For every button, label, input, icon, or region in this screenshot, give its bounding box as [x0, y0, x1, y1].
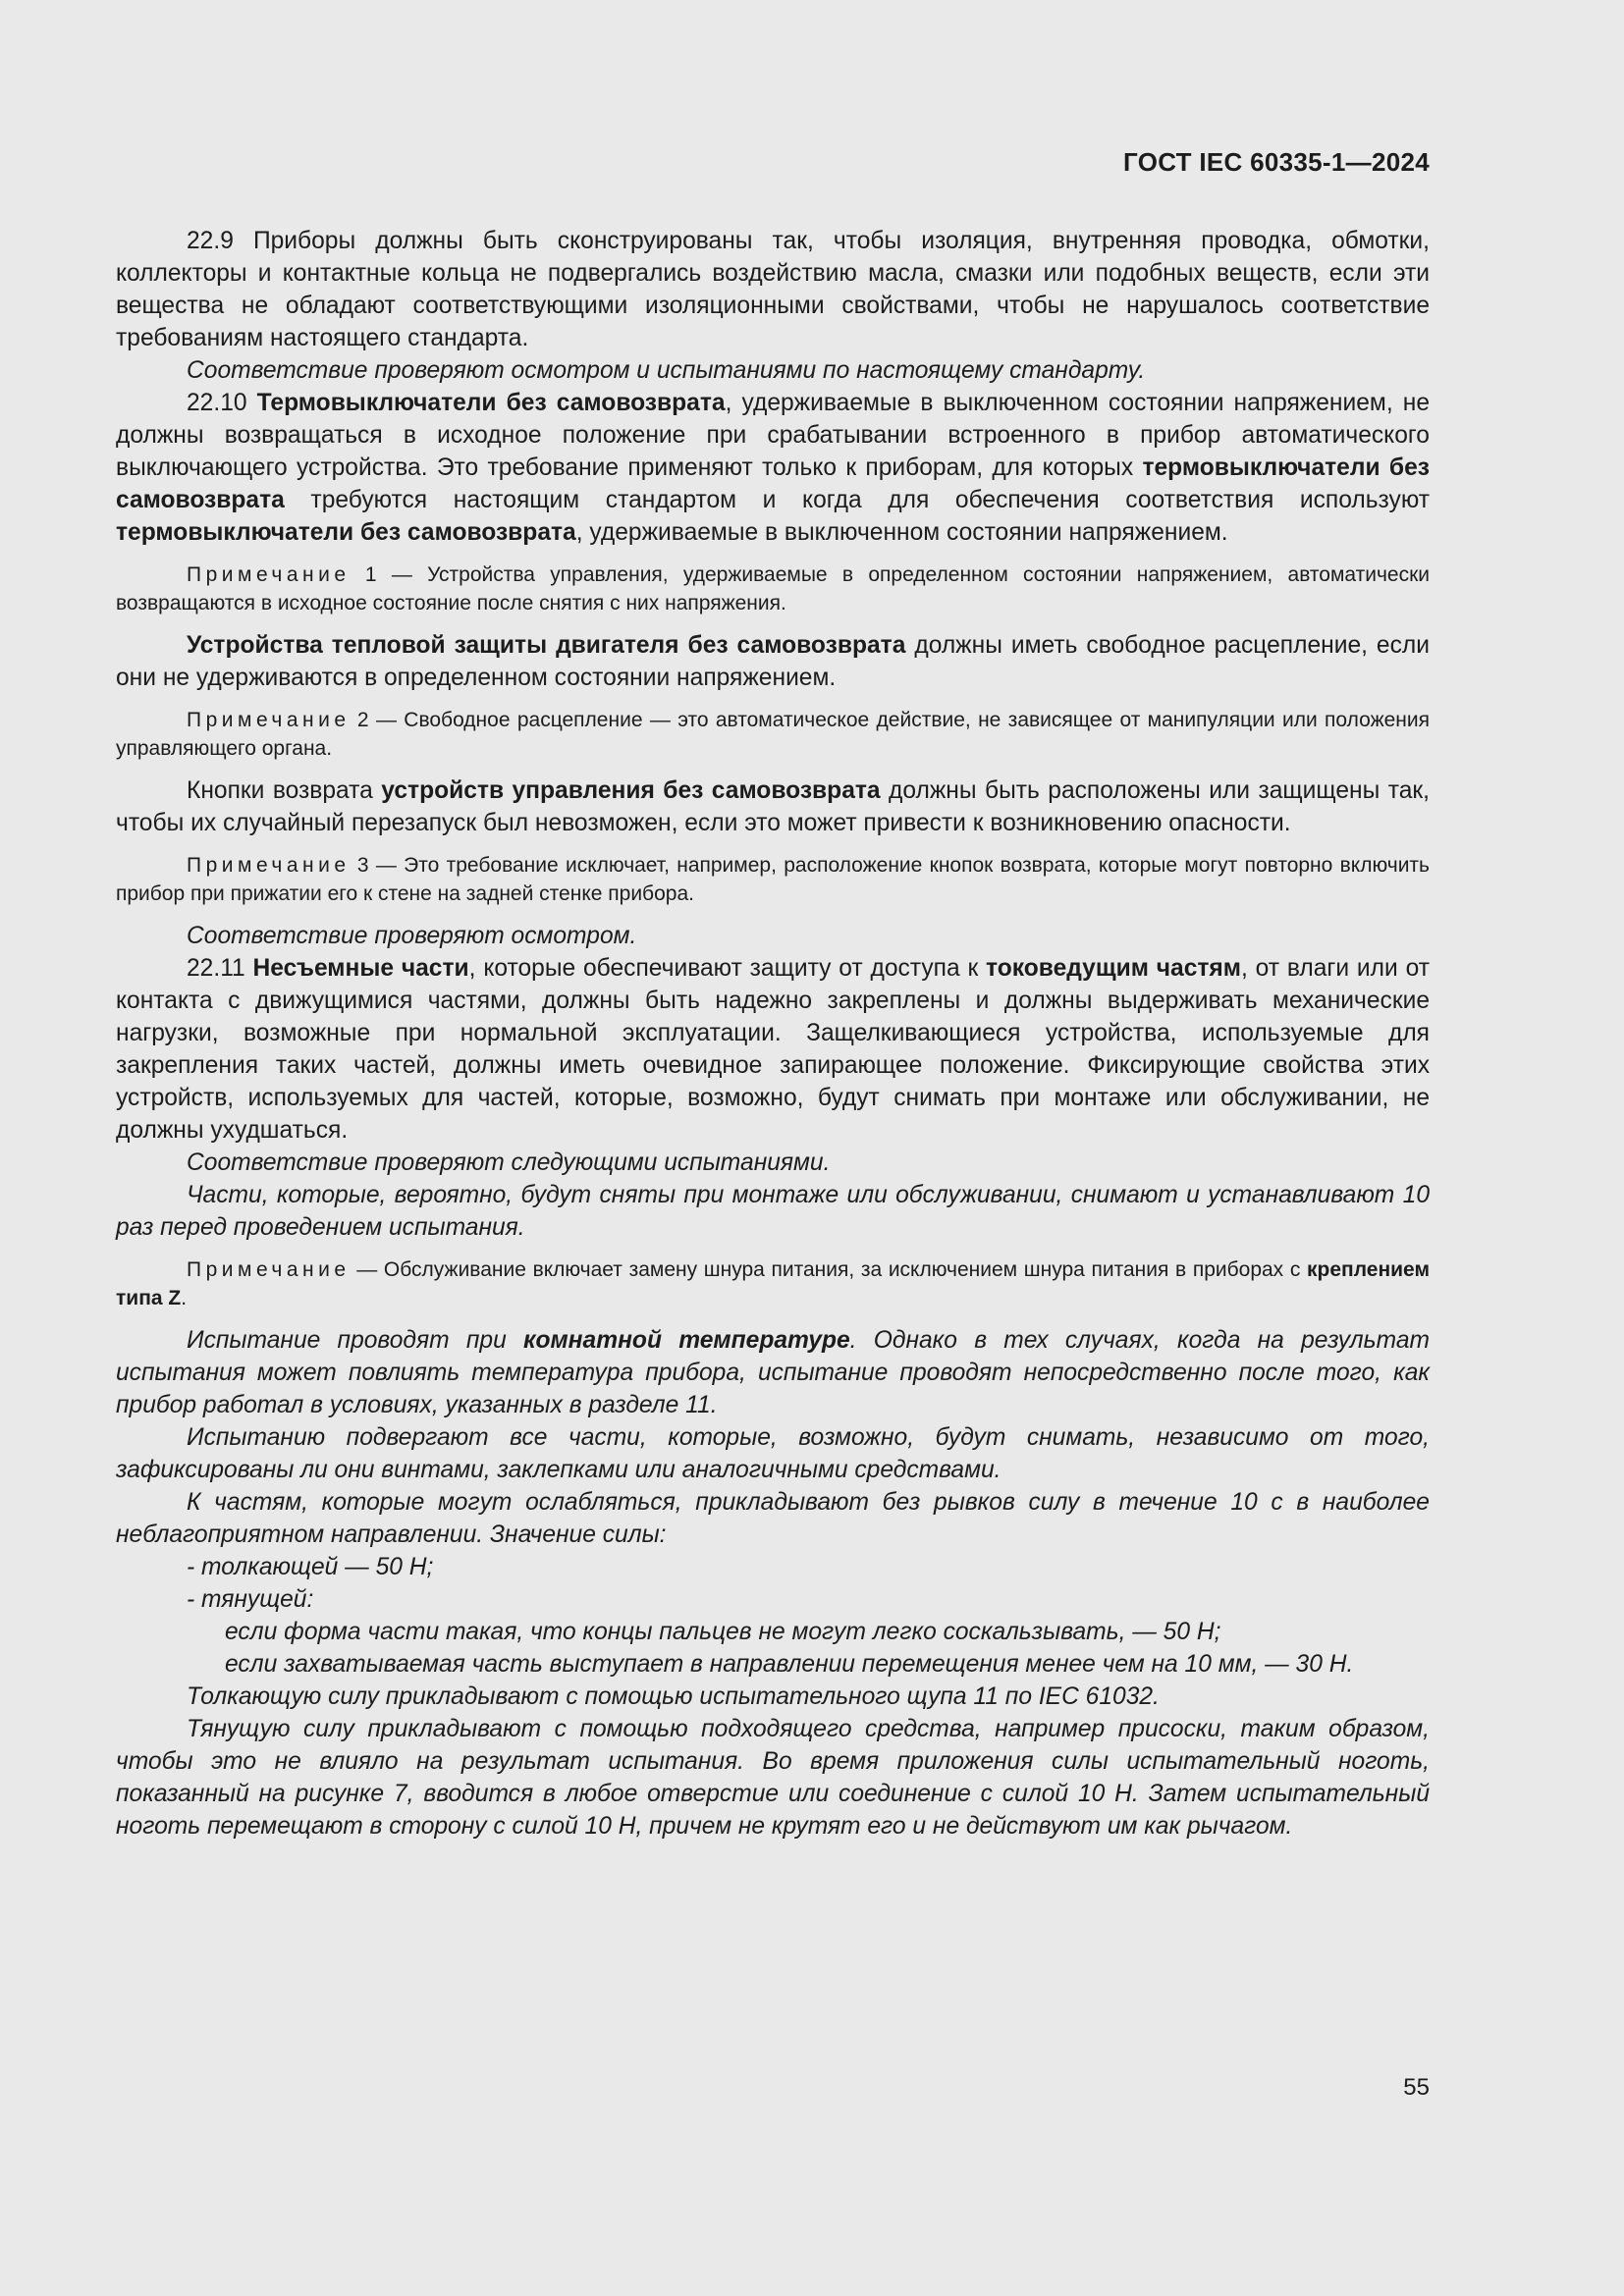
bold-term: термовыключатели без самовозврата — [116, 454, 1430, 513]
body-paragraph — [116, 629, 1430, 694]
page-number: 55 — [1403, 2074, 1430, 2101]
bold-term: комнатной температуре — [522, 1327, 850, 1354]
list-item — [116, 1583, 1430, 1616]
note-label: Примечание — [187, 1258, 351, 1281]
text-run: 2 — Свободное расцепление — это автоматическое действие, не зависящее от манипуляции или положения управляющего органа. — [116, 709, 1431, 760]
body-paragraph — [116, 1147, 1430, 1179]
note-paragraph — [116, 706, 1430, 763]
body-paragraph — [116, 1421, 1430, 1486]
text-run: - толкающей — 50 Н; — [187, 1554, 434, 1580]
bold-term: Несъемные части — [252, 955, 469, 982]
bold-term: Устройства тепловой защиты двигателя без самовозврата — [187, 632, 906, 659]
text-run: должны быть расположены или защищены так, чтобы их случайный перезапуск был невозможен, если это может привести к возникновению опасности. — [116, 777, 1430, 836]
text-run: Испытание проводят при — [187, 1327, 523, 1354]
text-run: , которые обеспечивают защиту от доступа к — [468, 955, 987, 982]
body-paragraph — [116, 1486, 1430, 1551]
text-run: Испытанию подвергают все части, которые, возможно, будут снимать, независимо от того, зафиксированы ли они винтами, заклепками или аналогичными средствами. — [116, 1424, 1430, 1483]
text-run: если захватываемая часть выступает в направлении перемещения менее чем на 10 мм, — 30 Н. — [225, 1651, 1354, 1678]
text-run: — Обслуживание включает замену шнура питания, за исключением шнура питания в приборах с — [356, 1258, 1308, 1281]
text-run: 22.9 Приборы должны быть сконструированы так, чтобы изоляция, внутренняя проводка, обмотки, коллекторы и контактные кольца не подвергались воздействию масла, смазки или подобных веществ, если эти вещества не обладают соответствующими изоляционными свойствами, чтобы не нарушалось соответствие требованиям настоящего стандарта. — [116, 228, 1430, 351]
text-run: должны иметь свободное расцепление, если они не удерживаются в определенном состоянии напряжением. — [116, 632, 1430, 691]
text-run: Тянущую силу прикладывают с помощью подходящего средства, например присоски, таким образом, чтобы это не влияло на результат испытания. Во время приложения силы испытательный ноготь, показанный на рисунке 7, вводится в любое отверстие или соединение с силой 10 Н. Затем испытательный ноготь перемещают в сторону с силой 10 Н, причем не крутят его и не действуют им как рычагом. — [116, 1716, 1430, 1840]
body-paragraph — [116, 1324, 1430, 1421]
note-paragraph — [116, 561, 1430, 617]
note-label: Примечание — [187, 563, 351, 586]
note-paragraph — [116, 851, 1430, 908]
body-paragraph — [116, 1179, 1430, 1244]
text-run: Толкающую силу прикладывают с помощью испытательного щупа 11 по IEC 61032. — [187, 1683, 1160, 1710]
text-run: 22.11 — [187, 955, 253, 982]
text-run: Соответствие проверяют следующими испытаниями. — [187, 1149, 831, 1176]
text-run: - тянущей: — [187, 1586, 314, 1613]
note-paragraph — [116, 1255, 1430, 1312]
bold-term: Термовыключатели без самовозврата — [256, 390, 726, 416]
text-run: 1 — Устройства управления, удерживаемые в определенном состоянии напряжением, автоматически возвращаются в исходное состояние после снятия с них напряжения. — [116, 563, 1430, 614]
list-item — [116, 1551, 1430, 1583]
body-paragraph — [116, 920, 1430, 952]
text-run: если форма части такая, что концы пальцев не могут легко соскальзывать, — 50 Н; — [225, 1619, 1221, 1645]
body-paragraph — [116, 1713, 1430, 1842]
sub-list-item — [116, 1616, 1430, 1648]
document-body — [116, 225, 1430, 1842]
note-label: Примечание — [187, 854, 351, 877]
text-run: 22.10 — [187, 390, 257, 416]
bold-term: креплением типа Z — [116, 1258, 1430, 1309]
text-run: К частям, которые могут ослабляться, прикладывают без рывков силу в течение 10 с в наиболее неблагоприятном направлении. Значение силы: — [116, 1489, 1430, 1548]
text-run: , от влаги или от контакта с движущимися частями, должны быть надежно закреплены и должны выдерживать механические нагрузки, возможные при нормальной эксплуатации. Защелкивающиеся устройства, используемые для закрепления таких частей, должны иметь очевидное запирающее положение. Фиксирующие свойства этих устройств, используемых для частей, которые, возможно, будут снимать при монтаже или обслуживании, не должны ухудшаться. — [116, 955, 1430, 1144]
body-paragraph — [116, 354, 1430, 387]
body-paragraph — [116, 387, 1430, 549]
text-run: Части, которые, вероятно, будут сняты при монтаже или обслуживании, снимают и устанавливают 10 раз перед проведением испытания. — [116, 1182, 1430, 1241]
text-run: Кнопки возврата — [187, 777, 382, 804]
body-paragraph — [116, 952, 1430, 1147]
text-run: 3 — Это требование исключает, например, расположение кнопок возврата, которые могут повторно включить прибор при прижатии его к стене на задней стенке прибора. — [116, 854, 1430, 905]
standard-header: ГОСТ IEC 60335-1—2024 — [1123, 147, 1430, 177]
body-paragraph — [116, 774, 1430, 839]
text-run: , удерживаемые в выключенном состоянии напряжением, не должны возвращаться в исходное положение при срабатывании встроенного в прибор автоматического выключающего устройства. Это требование применяют только к приборам, для которых — [116, 390, 1430, 481]
text-run: Соответствие проверяют осмотром и испытаниями по настоящему стандарту. — [187, 357, 1146, 384]
text-run: требуются настоящим стандартом и когда для обеспечения соответствия используют — [284, 487, 1430, 513]
bold-term: устройств управления без самовозврата — [381, 777, 881, 804]
body-paragraph — [116, 225, 1430, 354]
text-run: . — [181, 1287, 188, 1309]
bold-term: токоведущим частям — [986, 955, 1241, 982]
text-run: , удерживаемые в выключенном состоянии напряжением. — [575, 519, 1228, 546]
text-run: . Однако в тех случаях, когда на результат испытания может повлиять температура прибора, испытание проводят непосредственно после того, как прибор работал в условиях, указанных в разделе 11. — [116, 1327, 1430, 1418]
text-run: Соответствие проверяют осмотром. — [187, 923, 637, 949]
note-label: Примечание — [187, 709, 351, 731]
sub-list-item — [116, 1648, 1430, 1681]
body-paragraph — [116, 1681, 1430, 1713]
bold-term: термовыключатели без самовозврата — [116, 519, 576, 546]
